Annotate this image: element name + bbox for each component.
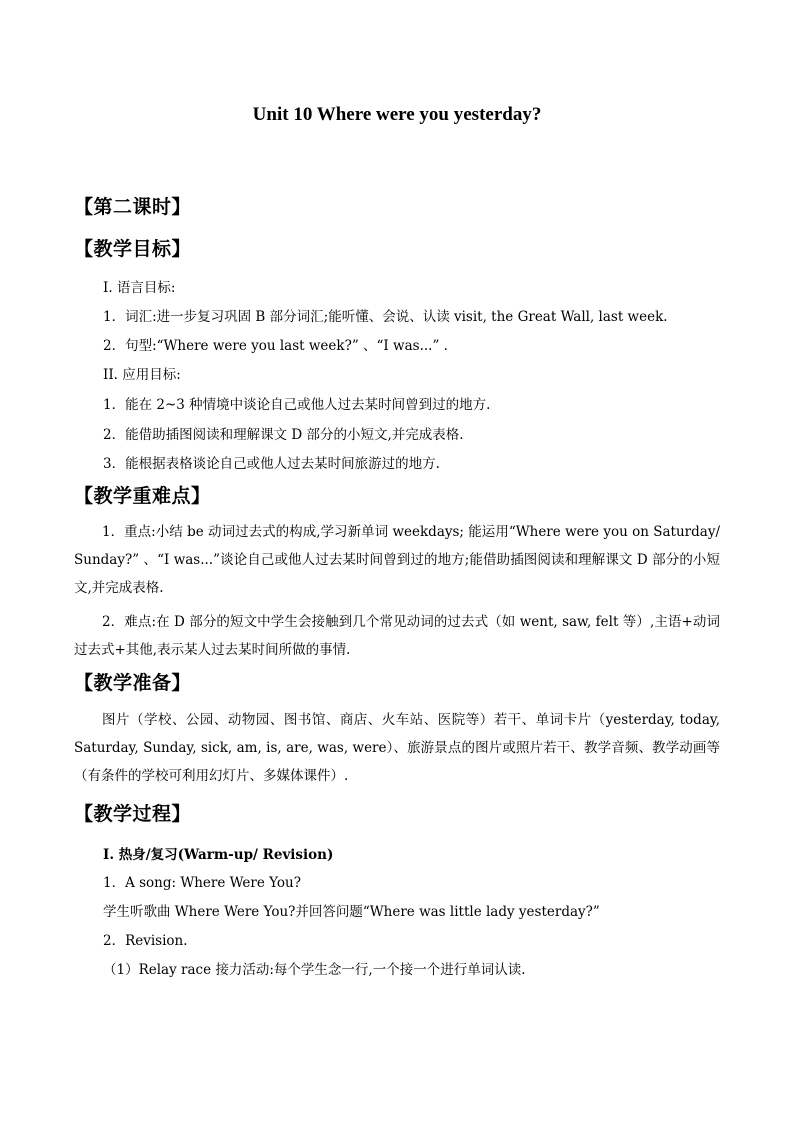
objectives-heading: 【教学目标】 [74,238,192,260]
process-heading: 【教学过程】 [74,803,192,825]
language-objective-2: 2．句型:“Where were you last week?” 、“I was...” . [103,338,448,354]
application-objective-1: 1．能在 2~3 种情境中谈论自己或他人过去某时间曾到过的地方. [103,397,491,413]
document-title: Unit 10 Where were you yesterday? [252,104,542,125]
key-point-2: 2．难点:在 D 部分的短文中学生会接触到几个常见动词的过去式（如 went, saw, felt 等）,主语+动词过去式+其他,表示某人过去某时间所做的事情. [74,614,720,658]
key-points-heading: 【教学重难点】 [74,485,211,507]
key-point-1: 1．重点:小结 be 动词过去式的构成,学习新单词 weekdays; 能运用“Where were you on Saturday/ Sunday?” 、“I was...”谈论自己或他人过去某时间曾到过的地方;能借助插图阅读和理解课文 D 部分的小短文,并完成表格. [74,524,720,596]
process-step-2: 2．Revision. [103,933,188,949]
process-step-1: 1．A song: Where Were You? [103,875,301,891]
process-step-2-1: （1）Relay race 接力活动:每个学生念一行,一个接一个进行单词认读. [103,962,526,978]
lesson-heading: 【第二课时】 [74,196,192,218]
language-objective-1: 1．词汇:进一步复习巩固 B 部分词汇;能听懂、会说、认读 visit, the Great Wall, last week. [103,309,668,325]
application-objective-3: 3．能根据表格谈论自己或他人过去某时间旅游过的地方. [103,456,440,472]
language-objectives-title: I. 语言目标: [103,280,176,296]
preparation-heading: 【教学准备】 [74,672,192,694]
application-objective-2: 2．能借助插图阅读和理解课文 D 部分的小短文,并完成表格. [103,427,464,443]
preparation-text: 图片（学校、公园、动物园、图书馆、商店、火车站、医院等）若干、单词卡片（yesterday, today, Saturday, Sunday, sick, am, is, are, was, were）、旅游景点的图片或照片若干、教学音频、教学动画等（有条件的学校可利用幻灯片、多媒体课件）. [74,712,720,784]
application-objectives-title: II. 应用目标: [103,367,181,383]
process-step-1-description: 学生听歌曲 Where Were You?并回答问题“Where was little lady yesterday?” [103,904,600,920]
process-section-1: I. 热身/复习(Warm-up/ Revision) [103,847,334,863]
